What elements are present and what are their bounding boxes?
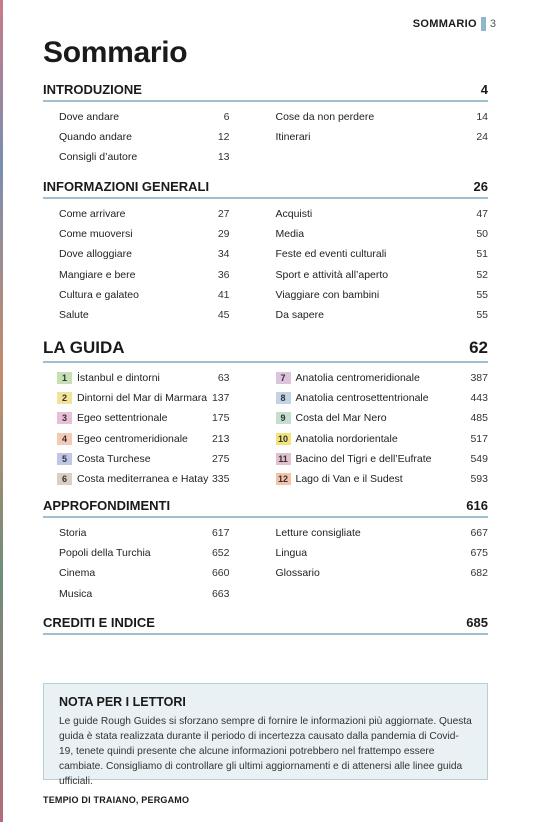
running-head bbox=[413, 16, 496, 32]
toc-entry[interactable] bbox=[59, 305, 230, 325]
entry-label: Dove alloggiare bbox=[59, 248, 132, 261]
toc-entry[interactable] bbox=[276, 204, 489, 224]
section-page: 62 bbox=[469, 338, 488, 357]
entry-page: 275 bbox=[211, 452, 230, 465]
entry-label: Cultura e galateo bbox=[59, 288, 139, 301]
note-title: NOTA PER I LETTORI bbox=[59, 695, 186, 709]
entry-label: Sport e attività all’aperto bbox=[275, 268, 389, 281]
entry-page: 517 bbox=[470, 432, 488, 445]
section-page: 4 bbox=[480, 82, 488, 97]
entry-page: 663 bbox=[211, 587, 230, 600]
entry-page: 175 bbox=[211, 412, 230, 425]
entry-page: 667 bbox=[470, 527, 488, 540]
entry-page: 675 bbox=[470, 547, 488, 560]
toc-entry[interactable] bbox=[276, 285, 489, 305]
toc-entry[interactable] bbox=[276, 543, 489, 563]
chapter-entry[interactable] bbox=[276, 469, 489, 489]
entry-label: Costa mediterranea e Hatay bbox=[77, 473, 209, 486]
entry-page: 55 bbox=[476, 288, 488, 301]
section-heading[interactable] bbox=[43, 498, 488, 518]
chapter-number-badge: 6 bbox=[57, 473, 72, 485]
entry-label: Letture consigliate bbox=[275, 527, 361, 540]
section-heading[interactable] bbox=[43, 179, 488, 199]
entry-label: Costa Turchese bbox=[77, 452, 151, 465]
entry-page: 652 bbox=[211, 547, 230, 560]
entry-page: 12 bbox=[217, 131, 230, 144]
entry-label: Come muoversi bbox=[59, 228, 133, 241]
entry-page: 137 bbox=[211, 392, 230, 405]
toc-entry[interactable] bbox=[59, 127, 230, 147]
chapter-entry[interactable] bbox=[57, 429, 230, 449]
toc-entry[interactable] bbox=[59, 563, 230, 583]
section-heading[interactable] bbox=[43, 82, 488, 102]
entry-label: Quando andare bbox=[59, 131, 132, 144]
photo-caption: TEMPIO DI TRAIANO, PERGAMO bbox=[43, 795, 190, 805]
section-page: 26 bbox=[473, 179, 488, 194]
entry-page: 660 bbox=[211, 567, 230, 580]
toc-entry[interactable] bbox=[59, 204, 230, 224]
entry-page: 50 bbox=[476, 228, 488, 241]
entry-label: Mangiare e bere bbox=[59, 268, 136, 281]
entry-label: Cinema bbox=[59, 567, 96, 580]
chapter-entry[interactable] bbox=[57, 469, 230, 489]
entry-page: 14 bbox=[476, 111, 488, 124]
entry-label: Anatolia centromeridionale bbox=[295, 372, 420, 385]
chapter-number-badge: 9 bbox=[276, 412, 291, 424]
entry-page: 682 bbox=[470, 567, 488, 580]
chapter-entry[interactable] bbox=[276, 408, 489, 428]
entry-page: 617 bbox=[211, 527, 230, 540]
toc-entry[interactable] bbox=[59, 224, 230, 244]
entry-label: Egeo settentrionale bbox=[77, 412, 168, 425]
toc-entry[interactable] bbox=[59, 147, 230, 167]
entry-page: 13 bbox=[217, 151, 230, 164]
toc-entry[interactable] bbox=[276, 563, 489, 583]
reader-note-box bbox=[43, 683, 488, 787]
entry-page: 63 bbox=[217, 372, 230, 385]
entry-label: Salute bbox=[59, 309, 89, 322]
entry-page: 34 bbox=[217, 248, 230, 261]
entry-label: Costa del Mar Nero bbox=[295, 412, 387, 425]
toc-entry[interactable] bbox=[59, 584, 230, 604]
chapter-number-badge: 2 bbox=[57, 392, 72, 404]
chapter-number-badge: 8 bbox=[276, 392, 291, 404]
toc-entry[interactable] bbox=[276, 265, 489, 285]
entry-label: Itinerari bbox=[275, 131, 311, 144]
toc-entry[interactable] bbox=[276, 127, 489, 147]
toc-entry[interactable] bbox=[59, 523, 230, 543]
toc-entry[interactable] bbox=[59, 244, 230, 264]
toc-entry[interactable] bbox=[276, 107, 489, 127]
entry-label: Da sapere bbox=[275, 309, 324, 322]
chapter-number-badge: 3 bbox=[57, 412, 72, 424]
entry-label: Egeo centromeridionale bbox=[77, 432, 188, 445]
section-heading[interactable] bbox=[43, 338, 488, 363]
toc-entry[interactable] bbox=[59, 543, 230, 563]
section-heading[interactable] bbox=[43, 615, 488, 635]
entry-page: 41 bbox=[217, 288, 230, 301]
chapter-number-badge: 7 bbox=[276, 372, 291, 384]
entry-page: 27 bbox=[217, 208, 230, 221]
chapter-number-badge: 1 bbox=[57, 372, 72, 384]
section-crediti-e-indice bbox=[43, 615, 488, 635]
chapter-number-badge: 12 bbox=[276, 473, 291, 485]
section-introduzione bbox=[43, 82, 488, 168]
chapter-entry[interactable] bbox=[57, 388, 230, 408]
entry-label: Cose da non perdere bbox=[275, 111, 375, 124]
entry-page: 24 bbox=[476, 131, 488, 144]
toc-entry[interactable] bbox=[276, 224, 489, 244]
section-page: 616 bbox=[466, 498, 488, 513]
entry-label: Feste ed eventi culturali bbox=[275, 248, 387, 261]
entry-page: 36 bbox=[217, 268, 230, 281]
chapter-entry[interactable] bbox=[276, 388, 489, 408]
photo-edge-strip bbox=[0, 0, 3, 822]
entry-page: 485 bbox=[470, 412, 488, 425]
toc-entry[interactable] bbox=[59, 107, 230, 127]
chapter-number-badge: 4 bbox=[57, 433, 72, 445]
entry-label: Anatolia nordorientale bbox=[295, 432, 398, 445]
entry-label: Come arrivare bbox=[59, 208, 126, 221]
chapter-number-badge: 11 bbox=[276, 453, 291, 465]
entry-label: Dove andare bbox=[59, 111, 120, 124]
section-title: CREDITI E INDICE bbox=[43, 615, 155, 630]
page-title: Sommario bbox=[43, 36, 188, 69]
entry-label: Bacino del Tigri e dell’Eufrate bbox=[295, 452, 432, 465]
section-title: INTRODUZIONE bbox=[43, 82, 142, 97]
toc-entry[interactable] bbox=[59, 265, 230, 285]
section-title: INFORMAZIONI GENERALI bbox=[43, 179, 210, 194]
entry-label: Glossario bbox=[275, 567, 320, 580]
section-title: LA GUIDA bbox=[43, 338, 125, 357]
entry-label: Viaggiare con bambini bbox=[275, 288, 380, 301]
chapter-entry[interactable] bbox=[57, 368, 230, 388]
toc-entry[interactable] bbox=[59, 285, 230, 305]
section-page: 685 bbox=[466, 615, 488, 630]
chapter-entry[interactable] bbox=[276, 368, 489, 388]
note-body: Le guide Rough Guides si sforzano sempre di fornire le informazioni più aggiornate. Questa guida è stata realizzata durante il periodo di incertezza causato dalla pandemia di Covid-19, tenete quindi presente che alcune informazioni potrebbero nel frattempo essere cambiate. Consigliamo di controllare gli ultimi aggiornamenti e di attenersi alle linee guida ufficiali. bbox=[59, 716, 472, 787]
chapter-entry[interactable] bbox=[57, 449, 230, 469]
section-la-guida bbox=[43, 338, 488, 489]
entry-page: 593 bbox=[470, 473, 488, 486]
entry-page: 47 bbox=[476, 208, 488, 221]
entry-label: Musica bbox=[59, 587, 93, 600]
entry-label: Dintorni del Mar di Marmara bbox=[77, 392, 208, 405]
running-head-bar bbox=[481, 17, 486, 31]
entry-label: Lingua bbox=[275, 547, 308, 560]
chapter-entry[interactable] bbox=[57, 408, 230, 428]
entry-label: Popoli della Turchia bbox=[59, 547, 151, 560]
running-head-label: SOMMARIO bbox=[412, 18, 477, 30]
section-approfondimenti bbox=[43, 498, 488, 604]
chapter-entry[interactable] bbox=[276, 429, 489, 449]
chapter-number-badge: 5 bbox=[57, 453, 72, 465]
entry-page: 52 bbox=[476, 268, 488, 281]
entry-label: Storia bbox=[59, 527, 87, 540]
entry-label: İstanbul e dintorni bbox=[77, 372, 160, 385]
page-number: 3 bbox=[489, 18, 496, 30]
entry-page: 6 bbox=[223, 111, 230, 124]
entry-page: 55 bbox=[476, 309, 488, 322]
entry-page: 387 bbox=[470, 372, 488, 385]
entry-label: Consigli d’autore bbox=[59, 151, 138, 164]
chapter-number-badge: 10 bbox=[276, 433, 291, 445]
chapter-entry[interactable] bbox=[276, 449, 489, 469]
entry-label: Media bbox=[275, 228, 305, 241]
entry-page: 213 bbox=[211, 432, 230, 445]
toc-entry[interactable] bbox=[276, 244, 489, 264]
entry-page: 549 bbox=[470, 452, 488, 465]
entry-page: 335 bbox=[211, 473, 230, 486]
entry-page: 443 bbox=[470, 392, 488, 405]
toc-entry[interactable] bbox=[276, 305, 489, 325]
entry-page: 29 bbox=[217, 228, 230, 241]
section-title: APPROFONDIMENTI bbox=[43, 498, 171, 513]
section-informazioni-generali bbox=[43, 179, 488, 325]
entry-label: Acquisti bbox=[275, 208, 313, 221]
toc-entry[interactable] bbox=[276, 523, 489, 543]
entry-page: 45 bbox=[217, 309, 230, 322]
entry-label: Lago di Van e il Sudest bbox=[295, 473, 403, 486]
entry-label: Anatolia centrosettentrionale bbox=[295, 392, 429, 405]
entry-page: 51 bbox=[476, 248, 488, 261]
